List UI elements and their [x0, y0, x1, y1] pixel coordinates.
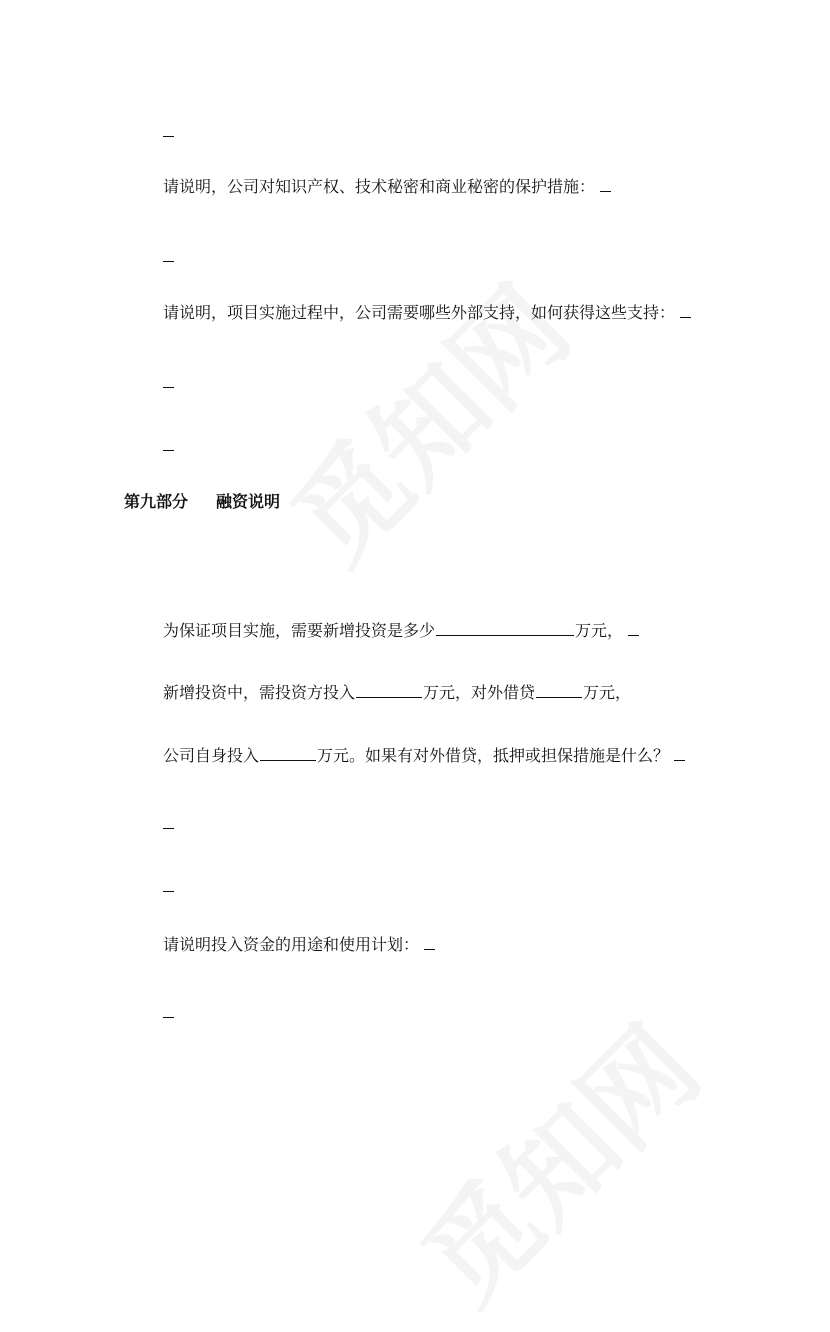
financing-text: 万元，	[575, 621, 624, 640]
financing-text: 万元。如果有对外借贷，抵押或担保措施是什么？	[317, 746, 670, 765]
answer-blank[interactable]	[424, 936, 435, 950]
blank-line	[163, 877, 174, 897]
section-heading	[124, 492, 280, 512]
blank-line	[163, 1003, 174, 1023]
financing-text: 新增投资中，需投资方投入	[163, 683, 356, 702]
blank-line	[163, 814, 174, 834]
blank-line	[163, 436, 174, 456]
question-text: 请说明，公司对知识产权、技术秘密和商业秘密的保护措施：	[163, 177, 596, 196]
question-fund-usage	[163, 935, 435, 955]
amount-blank[interactable]	[536, 683, 582, 698]
answer-blank[interactable]	[163, 374, 174, 388]
section-title: 融资说明	[216, 492, 281, 511]
amount-blank[interactable]	[260, 746, 316, 761]
answer-blank[interactable]	[600, 178, 611, 192]
amount-blank[interactable]	[356, 683, 422, 698]
financing-text: 万元，对外借贷	[423, 683, 536, 702]
answer-blank[interactable]	[163, 248, 174, 262]
watermark	[382, 986, 727, 1331]
financing-line-1	[163, 621, 639, 641]
question-external-support	[163, 303, 691, 323]
blank-line	[163, 247, 174, 267]
answer-blank[interactable]	[680, 304, 691, 318]
blank-line	[163, 373, 174, 393]
question-text: 请说明，项目实施过程中，公司需要哪些外部支持，如何获得这些支持：	[163, 303, 676, 322]
answer-blank[interactable]	[163, 437, 174, 451]
blank-line	[163, 122, 174, 142]
financing-text: 公司自身投入	[163, 746, 260, 765]
answer-blank[interactable]	[628, 622, 639, 636]
financing-line-2	[163, 683, 631, 703]
answer-blank[interactable]	[163, 1004, 174, 1018]
watermark	[252, 246, 597, 591]
answer-blank[interactable]	[163, 815, 174, 829]
amount-blank[interactable]	[436, 621, 574, 636]
answer-blank[interactable]	[163, 123, 174, 137]
answer-blank[interactable]	[163, 878, 174, 892]
question-ip-protection	[163, 177, 611, 197]
question-text: 请说明投入资金的用途和使用计划：	[163, 935, 420, 954]
answer-blank[interactable]	[674, 747, 685, 761]
financing-text: 万元，	[583, 683, 632, 702]
section-number: 第九部分	[124, 492, 189, 511]
financing-text: 为保证项目实施，需要新增投资是多少	[163, 621, 436, 640]
financing-line-3	[163, 746, 685, 766]
